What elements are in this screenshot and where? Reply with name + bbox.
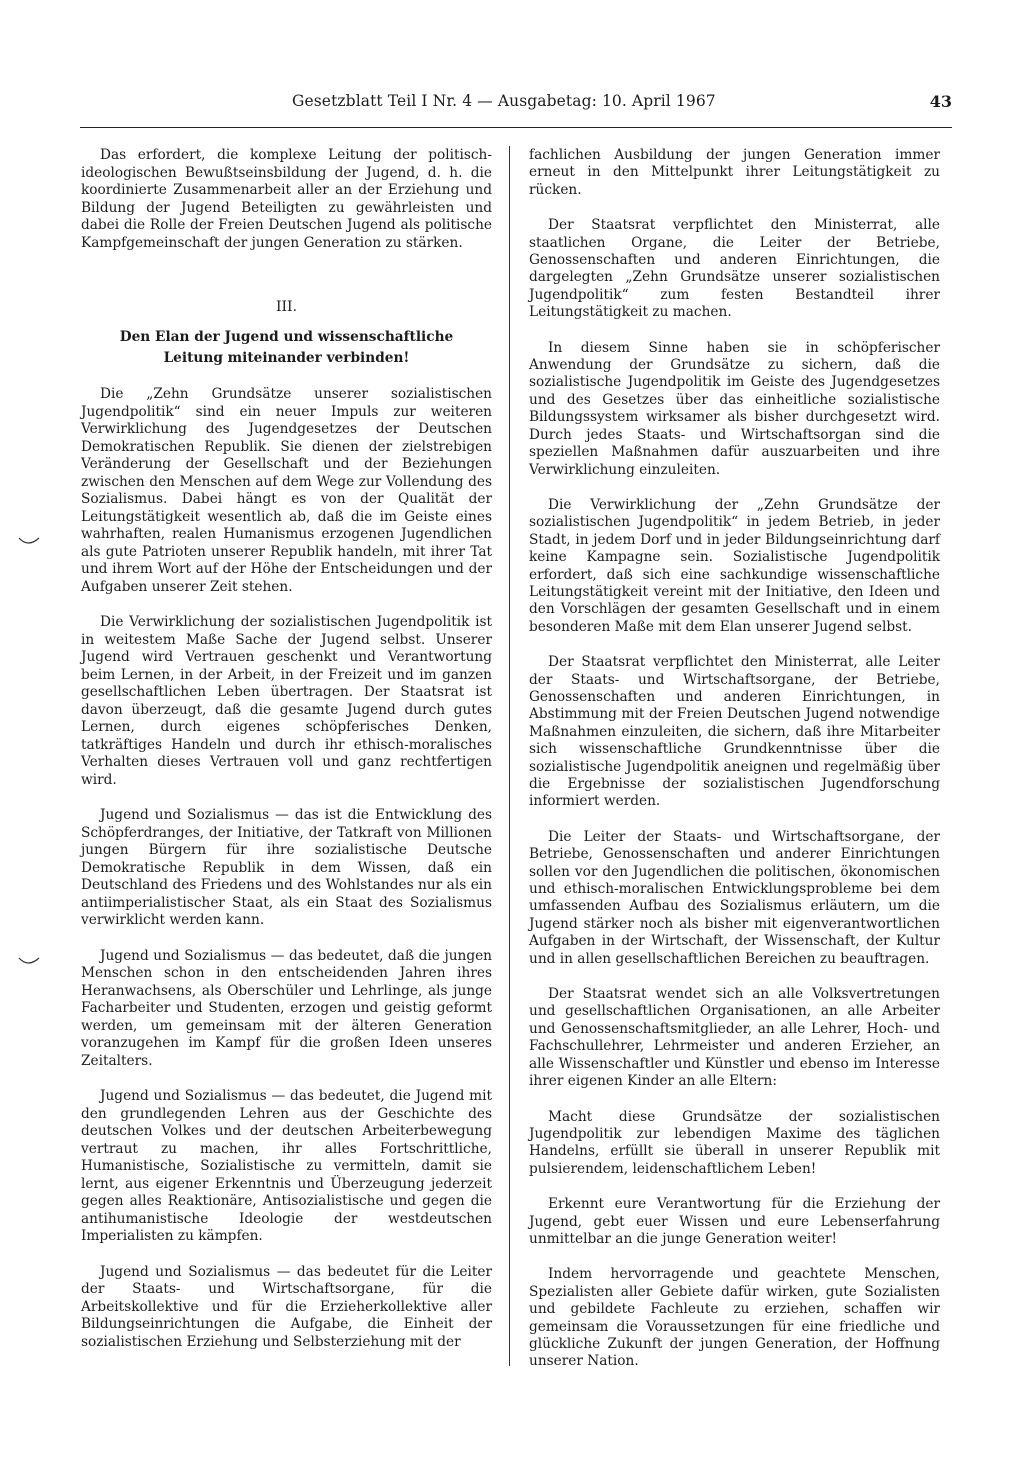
paragraph: Jugend und Sozialismus — das bedeutet, die Jugend mit den grundlegenden Lehren aus der Geschichte des deutschen Volkes und der deutschen Arbeiterbewegung vertraut zu machen, ihr alles Fortschrittliche, Humanistische, Sozialistische zu vermitteln, damit sie lernt, aus eigener Erkenntnis und Überzeugung jederzeit gegen alles Reaktionäre, Antisozialistische und gegen die antihumanistische Ideologie der westdeutschen Imperialisten zu kämpfen. xyxy=(81,1088,492,1244)
paragraph: Jugend und Sozialismus — das ist die Entwicklung des Schöpferdranges, der Initiative, der Tatkraft von Millionen jungen Bürgern für ihre sozialistische Deutsche Demokratische Republik in dem Wissen, daß ein Deutschland des Friedens und des Wohlstandes nur als ein antiimperialistischer Staat, als ein Staat des Sozialismus verwirklicht werden kann. xyxy=(81,807,492,928)
section-number: III. xyxy=(275,299,298,315)
paragraph: Die Leiter der Staats- und Wirtschaftsorgane, der Betriebe, Genossenschaften und anderer Einrichtungen sollen vor den Jugendlichen die politischen, ökonomischen und ethisch-moralischen Entwicklungsprobleme bei dem umfassenden Aufbau des Sozialismus erläutern, um die Jugend stärker noch als bisher mit eigenverantwortlichen Aufgaben in der Wirtschaft, der Wissenschaft, der Kultur und in allen gesellschaftlichen Bereichen zu beauftragen. xyxy=(529,828,940,967)
section-title: Den Elan der Jugend und wissenschaftliche Leitung miteinander verbinden! xyxy=(119,329,454,366)
paragraph: Die Verwirklichung der sozialistischen Jugendpolitik ist in weitestem Maße Sache der Jugend selbst. Unserer Jugend wird Vertrauen geschenkt und Verantwortung beim Lernen, in der Arbeit, in der Freizeit und im ganzen gesellschaftlichen Leben übertragen. Der Staatsrat ist davon überzeugt, daß die gesamte Jugend durch gutes Lernen, durch eigenes schöpferisches Denken, tatkräftiges Handeln und durch ihr ethisch-moralisches Verhalten dieses Vertrauen voll und ganz rechtfertigen wird. xyxy=(81,614,492,788)
column-divider xyxy=(509,146,510,1366)
paragraph: In diesem Sinne haben sie in schöpferischer Anwendung der Grundsätze zu sichern, daß die sozialistische Jugendpolitik im Geiste des Jugendgesetzes und des Gesetzes über das einheitliche sozialistische Bildungssystem wirksamer als bisher durchgesetzt wird. Durch jedes Staats- und Wirtschaftsorgan sind die speziellen Maßnahmen dafür auszuarbeiten und ihre Verwirklichung einzuleiten. xyxy=(529,339,940,478)
paragraph: Die „Zehn Grundsätze unserer sozialistischen Jugendpolitik“ sind ein neuer Impuls zur weiteren Verwirklichung des Jugendgesetzes der Deutschen Demokratischen Republik. Sie dienen der zielstrebigen Veränderung der Gesellschaft und der Beziehungen zwischen den Menschen auf dem Wege zur Vollendung des Sozialismus. Dabei hängt es von der Qualität der Leitungstätigkeit wesentlich ab, daß die im Geiste eines wahrhaften, realen Humanismus erzogenen Jugendlichen als gute Patrioten unserer Republik handeln, mit ihrer Tat und ihrem Wort auf der Höhe der Entscheidungen und der Aufgaben unserer Zeit stehen. xyxy=(81,386,492,595)
left-column xyxy=(81,147,492,1369)
margin-check-mark xyxy=(18,535,40,547)
paragraph: Der Staatsrat wendet sich an alle Volksvertretungen und gesellschaftlichen Organisationen, an alle Arbeiter und Genossenschaftsmitglieder, an alle Lehrer, Hoch- und Fachschullehrer, Lehrmeister und anderen Erzieher, an alle Wissenschaftler und Künstler und ebenso im Interesse ihrer eigenen Kinder an alle Eltern: xyxy=(529,986,940,1090)
page-number: 43 xyxy=(929,92,952,111)
paragraph: Jugend und Sozialismus — das bedeutet für die Leiter der Staats- und Wirtschaftsorgane, für die Arbeitskollektive und für die Erzieherkollektive aller Bildungseinrichtungen die Aufgabe, die Einheit der sozialistischen Erziehung und Selbsterziehung mit der xyxy=(81,1263,492,1350)
paragraph: Macht diese Grundsätze der sozialistischen Jugendpolitik zur lebendigen Maxime des täglichen Handelns, erfüllt sie überall in unserer Republik mit pulsierendem, leidenschaftlichem Leben! xyxy=(529,1108,940,1177)
header-rule xyxy=(80,127,952,128)
paragraph: Der Staatsrat verpflichtet den Ministerrat, alle staatlichen Organe, die Leiter der Betriebe, Genossenschaften und anderen Einrichtungen, die dargelegten „Zehn Grundsätze unserer sozialistischen Jugendpolitik“ zum festen Bestandteil ihrer Leitungstätigkeit zu machen. xyxy=(529,217,940,321)
paragraph: Indem hervorragende und geachtete Menschen, Spezialisten aller Gebiete dafür wirken, gute Sozialisten und gebildete Fachleute zu erziehen, schaffen wir gemeinsam die Voraussetzungen für eine friedliche und glückliche Zukunft der jungen Generation, der Hoffnung unserer Nation. xyxy=(529,1266,940,1370)
paragraph: Das erfordert, die komplexe Leitung der politisch-ideologischen Bewußtseinsbildung der Jugend, d. h. die koordinierte Zusammenarbeit aller an der Erziehung und Bildung der Jugend Beteiligten zu gewährleisten und dabei die Rolle der Freien Deutschen Jugend als politische Kampfgemeinschaft der jungen Generation zu stärken. xyxy=(81,147,492,251)
margin-check-mark xyxy=(18,955,40,967)
paragraph: Jugend und Sozialismus — das bedeutet, daß die jungen Menschen schon in den entscheidenden Jahren ihres Heranwachsens, als Oberschüler und Lehrlinge, als junge Facharbeiter und Studenten, erzogen und geistig geformt werden, um gemeinsam mit der älteren Generation voranzugehen im Kampf für die großen Ideen unseres Zeitalters. xyxy=(81,947,492,1069)
paragraph-continued: fachlichen Ausbildung der jungen Generation immer erneut in den Mittelpunkt ihrer Leitungstätigkeit zu rücken. xyxy=(529,147,940,198)
right-column xyxy=(529,147,940,1389)
header-title: Gesetzblatt Teil I Nr. 4 — Ausgabetag: 10. April 1967 xyxy=(292,92,716,110)
page-header xyxy=(80,92,952,118)
paragraph: Der Staatsrat verpflichtet den Ministerrat, alle Leiter der Staats- und Wirtschaftsorgane, der Betriebe, Genossenschaften und anderen Einrichtungen, in Abstimmung mit der Freien Deutschen Jugend notwendige Maßnahmen einzuleiten, die sichern, daß ihre Mitarbeiter sich wissenschaftliche Grundkenntnisse über die sozialistische Jugendpolitik aneignen und regelmäßig über die Ergebnisse der sozialistischen Jugendforschung informiert werden. xyxy=(529,654,940,810)
paragraph: Erkennt eure Verantwortung für die Erziehung der Jugend, gebt euer Wissen und eure Lebenserfahrung unmittelbar an die junge Generation weiter! xyxy=(529,1196,940,1247)
paragraph: Die Verwirklichung der „Zehn Grundsätze der sozialistischen Jugendpolitik“ in jedem Betrieb, in jeder Stadt, in jedem Dorf und in jeder Bildungseinrichtung darf keine Kampagne sein. Sozialistische Jugendpolitik erfordert, daß sich eine sachkundige wissenschaftliche Leitungstätigkeit vereint mit der Initiative, den Ideen und den Vorschlägen der gesamten Gesellschaft und in einem besonderen Maße mit dem Elan unserer Jugend selbst. xyxy=(529,496,940,635)
